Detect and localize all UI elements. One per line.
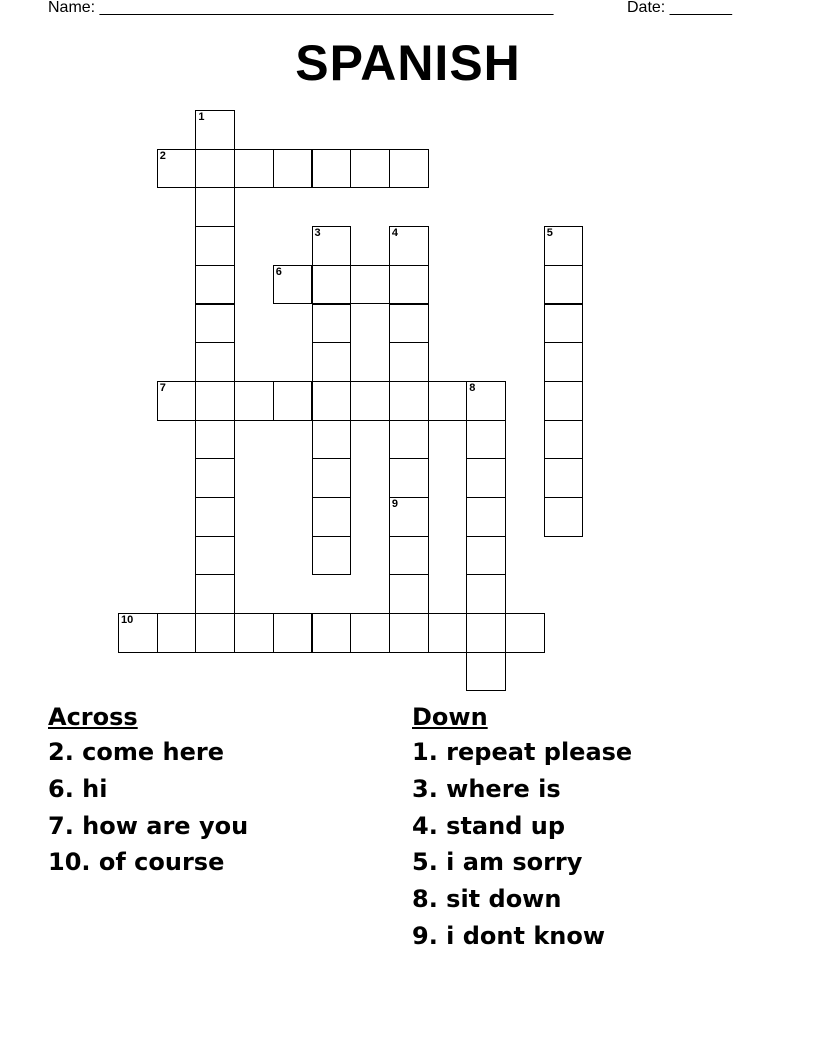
- grid-cell[interactable]: [350, 265, 390, 305]
- grid-cell[interactable]: [466, 420, 506, 460]
- grid-cell[interactable]: [195, 187, 235, 227]
- grid-cell[interactable]: [234, 149, 274, 189]
- grid-cell[interactable]: [312, 381, 352, 421]
- grid-cell[interactable]: [195, 110, 235, 150]
- grid-cell[interactable]: [389, 420, 429, 460]
- grid-cell[interactable]: [544, 342, 584, 382]
- grid-cell[interactable]: [428, 613, 468, 653]
- grid-cell[interactable]: [195, 536, 235, 576]
- grid-cell[interactable]: [195, 304, 235, 344]
- grid-cell[interactable]: [118, 613, 158, 653]
- grid-cell[interactable]: [466, 458, 506, 498]
- name-field[interactable]: Name: ___________________________________________________: [48, 0, 554, 16]
- grid-cell[interactable]: [389, 536, 429, 576]
- grid-cell[interactable]: [389, 265, 429, 305]
- down-heading: Down: [412, 703, 488, 731]
- grid-cell[interactable]: [350, 381, 390, 421]
- grid-cell[interactable]: [312, 613, 352, 653]
- grid-cell[interactable]: [466, 381, 506, 421]
- page-title: SPANISH: [295, 35, 521, 91]
- across-clue: 2. come here: [48, 738, 225, 766]
- grid-cell[interactable]: [312, 536, 352, 576]
- clue-number: 6: [275, 265, 282, 278]
- clue-number: 9: [391, 498, 399, 510]
- grid-cell[interactable]: [389, 458, 429, 498]
- grid-cell[interactable]: [389, 497, 429, 537]
- grid-cell[interactable]: [312, 458, 352, 498]
- grid-cell[interactable]: [195, 458, 235, 498]
- grid-cell[interactable]: [505, 613, 545, 653]
- grid-cell[interactable]: [312, 420, 352, 460]
- across-clue: 6. hi: [48, 774, 108, 803]
- grid-cell[interactable]: [466, 536, 506, 576]
- clue-number: 5: [546, 227, 553, 240]
- grid-cell[interactable]: [466, 574, 506, 614]
- down-clue: 9. i dont know: [412, 921, 606, 950]
- across-clues: [48, 700, 248, 881]
- grid-cell[interactable]: [273, 265, 313, 305]
- grid-cell[interactable]: [312, 226, 352, 266]
- clue-number: 8: [469, 381, 476, 394]
- grid-cell[interactable]: [312, 149, 352, 189]
- grid-cell[interactable]: [389, 574, 429, 614]
- down-clue: 8. sit down: [412, 885, 562, 914]
- grid-cell[interactable]: [544, 497, 584, 537]
- grid-cell[interactable]: [428, 381, 468, 421]
- clue-number: 2: [159, 149, 166, 162]
- clue-number: 7: [159, 381, 166, 394]
- date-field[interactable]: Date: _______: [627, 0, 732, 16]
- grid-cell[interactable]: [389, 304, 429, 344]
- grid-cell[interactable]: [389, 613, 429, 653]
- grid-cell[interactable]: [544, 226, 584, 266]
- grid-cell[interactable]: [273, 381, 313, 421]
- grid-cell[interactable]: [350, 149, 390, 189]
- grid-cell[interactable]: [157, 381, 197, 421]
- clue-number: 1: [198, 111, 205, 123]
- grid-cell[interactable]: [234, 381, 274, 421]
- down-clue: 5. i am sorry: [412, 848, 583, 877]
- clue-number: 4: [391, 227, 399, 240]
- grid-cell[interactable]: [195, 265, 235, 305]
- grid-cell[interactable]: [466, 613, 506, 653]
- grid-cell[interactable]: [195, 420, 235, 460]
- grid-cell[interactable]: [389, 226, 429, 266]
- grid-cell[interactable]: [544, 458, 584, 498]
- grid-cell[interactable]: [195, 381, 235, 421]
- grid-cell[interactable]: [312, 265, 352, 305]
- grid-cell[interactable]: [195, 613, 235, 653]
- down-clues: [412, 700, 632, 955]
- grid-cell[interactable]: [195, 226, 235, 266]
- across-clue: 7. how are you: [48, 811, 249, 840]
- clue-number: 10: [121, 614, 134, 627]
- clue-number: 3: [314, 227, 321, 240]
- grid-cell[interactable]: [157, 149, 197, 189]
- grid-cell[interactable]: [350, 613, 390, 653]
- grid-cell[interactable]: [195, 497, 235, 537]
- down-clue: 4. stand up: [412, 811, 566, 840]
- grid-cell[interactable]: [195, 149, 235, 189]
- down-clue: 3. where is: [412, 774, 561, 803]
- grid-cell[interactable]: [157, 613, 197, 653]
- grid-cell[interactable]: [312, 342, 352, 382]
- grid-cell[interactable]: [195, 574, 235, 614]
- grid-cell[interactable]: [389, 381, 429, 421]
- grid-cell[interactable]: [544, 265, 584, 305]
- across-clue: 10. of course: [48, 848, 225, 877]
- grid-cell[interactable]: [544, 381, 584, 421]
- grid-cell[interactable]: [466, 497, 506, 537]
- grid-cell[interactable]: [544, 420, 584, 460]
- grid-cell[interactable]: [195, 342, 235, 382]
- grid-cell[interactable]: [312, 497, 352, 537]
- grid-cell[interactable]: [389, 149, 429, 189]
- across-heading: Across: [48, 703, 138, 731]
- grid-cell[interactable]: [273, 613, 313, 653]
- grid-cell[interactable]: [389, 342, 429, 382]
- grid-cell[interactable]: [273, 149, 313, 189]
- down-clue: 1. repeat please: [412, 738, 633, 766]
- grid-cell[interactable]: [466, 652, 506, 692]
- grid-cell[interactable]: [312, 304, 352, 344]
- grid-cell[interactable]: [544, 304, 584, 344]
- grid-cell[interactable]: [234, 613, 274, 653]
